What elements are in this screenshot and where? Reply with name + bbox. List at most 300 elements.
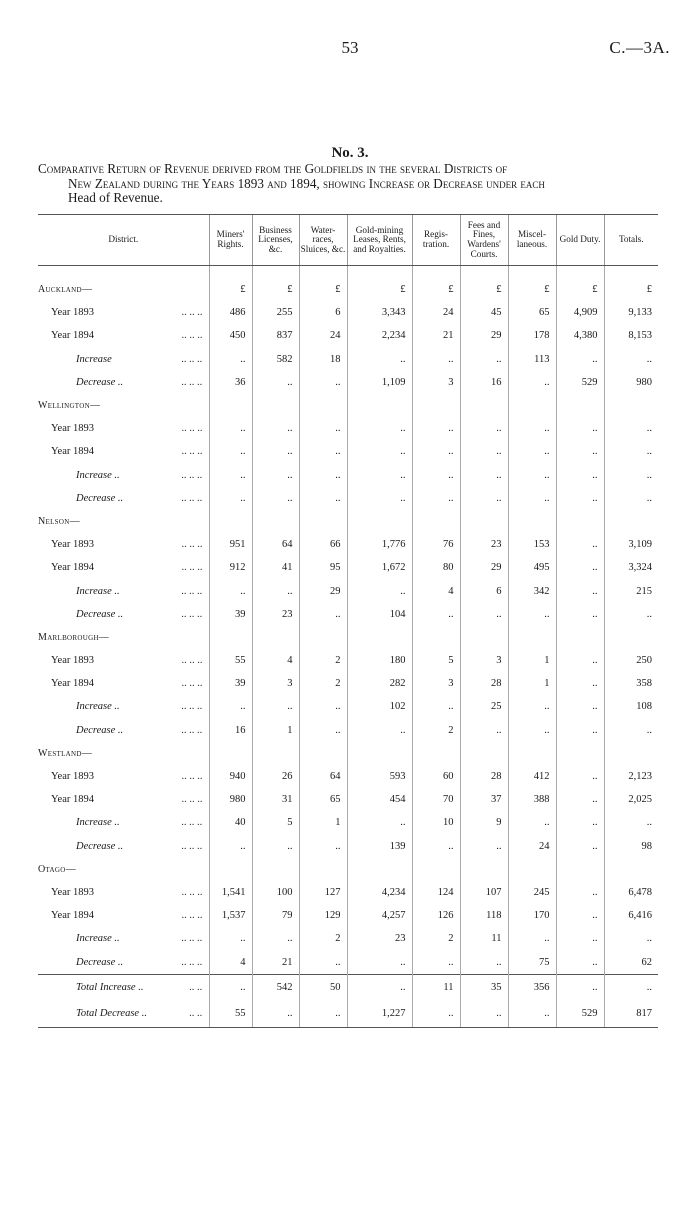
district-row: [38, 858, 658, 881]
table-cell: ..: [604, 440, 658, 463]
leader-dots: .. .. ..: [181, 353, 203, 365]
table-cell: ..: [604, 348, 658, 371]
table-cell: ..: [209, 417, 252, 440]
table-cell: 3,109: [604, 533, 658, 556]
table-cell: ..: [556, 348, 604, 371]
table-row: [38, 719, 658, 742]
row-label-text: Decrease ..: [76, 376, 124, 388]
caption-line-2: New Zealand during the Years 1893 and 1894, showing Increase or Decrease under each: [68, 175, 545, 191]
table-cell: ..: [412, 464, 460, 487]
table-row: [38, 371, 658, 394]
table-cell: [412, 510, 460, 533]
table-cell: 4,234: [347, 881, 412, 904]
table-cell: [604, 510, 658, 533]
table-cell: ..: [299, 1001, 347, 1028]
table-cell: 29: [460, 556, 508, 579]
row-label-text: Increase ..: [76, 701, 120, 713]
leader-dots: .. .. ..: [181, 724, 203, 736]
row-label-text: Decrease ..: [76, 840, 124, 852]
table-cell: ..: [412, 603, 460, 626]
table-cell: 2: [299, 649, 347, 672]
table-cell: [299, 626, 347, 649]
table-cell: ..: [556, 695, 604, 718]
table-cell: [460, 626, 508, 649]
currency-symbol: £: [209, 278, 252, 301]
table-cell: [460, 742, 508, 765]
leader-dots: .. ..: [189, 982, 203, 994]
table-cell: ..: [209, 348, 252, 371]
leader-dots: .. .. ..: [181, 886, 203, 898]
table-cell: ..: [347, 464, 412, 487]
col-header-gold-duty: Gold Duty.: [556, 215, 604, 266]
col-header-registration: Regis-tration.: [412, 215, 460, 266]
table-cell: 837: [252, 324, 299, 347]
table-cell: ..: [412, 417, 460, 440]
col-header-water-races: Water-races, Sluices, &c.: [299, 215, 347, 266]
leader-dots: .. .. ..: [181, 701, 203, 713]
table-cell: ..: [412, 835, 460, 858]
table-cell: 9,133: [604, 301, 658, 324]
col-header-miscellaneous: Miscel-laneous.: [508, 215, 556, 266]
table-cell: 129: [299, 904, 347, 927]
table-cell: ..: [604, 927, 658, 950]
table-cell: 3,343: [347, 301, 412, 324]
table-cell: ..: [556, 811, 604, 834]
table-row: [38, 950, 658, 974]
table-cell: ..: [604, 417, 658, 440]
table-cell: ..: [508, 811, 556, 834]
table-cell: 3: [460, 649, 508, 672]
table-cell: 358: [604, 672, 658, 695]
table-cell: 529: [556, 1001, 604, 1028]
row-label-text: Decrease ..: [76, 608, 124, 620]
table-cell: 23: [460, 533, 508, 556]
table-cell: 118: [460, 904, 508, 927]
spacer-cell: [604, 266, 658, 279]
table-cell: [508, 742, 556, 765]
table-cell: [556, 394, 604, 417]
table-cell: [299, 394, 347, 417]
spacer-row: [38, 266, 658, 279]
table-cell: 55: [209, 649, 252, 672]
table-cell: 29: [460, 324, 508, 347]
table-row: [38, 417, 658, 440]
table-cell: 64: [299, 765, 347, 788]
table-cell: 356: [508, 974, 556, 1001]
table-cell: ..: [252, 487, 299, 510]
table-cell: ..: [347, 579, 412, 602]
table-cell: ..: [299, 440, 347, 463]
table-cell: 2: [412, 719, 460, 742]
district-row: [38, 626, 658, 649]
table-cell: 80: [412, 556, 460, 579]
table-cell: 342: [508, 579, 556, 602]
table-cell: 817: [604, 1001, 658, 1028]
table-row: [38, 603, 658, 626]
table-cell: ..: [508, 487, 556, 510]
table-cell: 245: [508, 881, 556, 904]
table-cell: [604, 394, 658, 417]
table-cell: 180: [347, 649, 412, 672]
row-label: [38, 301, 209, 324]
table-cell: 388: [508, 788, 556, 811]
table-cell: 62: [604, 950, 658, 974]
row-label: [38, 1001, 209, 1028]
table-cell: ..: [252, 440, 299, 463]
table-cell: ..: [604, 974, 658, 1001]
district-row: [38, 278, 658, 301]
table-cell: ..: [209, 440, 252, 463]
table-cell: ..: [299, 417, 347, 440]
row-label: [38, 440, 209, 463]
table-row: [38, 835, 658, 858]
table-cell: [209, 858, 252, 881]
table-cell: [460, 510, 508, 533]
table-cell: ..: [460, 950, 508, 974]
leader-dots: .. .. ..: [181, 585, 203, 597]
table-cell: ..: [252, 695, 299, 718]
row-label: [38, 672, 209, 695]
table-cell: 104: [347, 603, 412, 626]
table-cell: 40: [209, 811, 252, 834]
table-cell: 55: [209, 1001, 252, 1028]
table-cell: ..: [209, 974, 252, 1001]
table-cell: 76: [412, 533, 460, 556]
table-cell: 108: [604, 695, 658, 718]
table-cell: ..: [556, 649, 604, 672]
district-name: Otago—: [38, 863, 76, 875]
table-cell: ..: [299, 487, 347, 510]
table-cell: ..: [252, 371, 299, 394]
table-cell: ..: [508, 719, 556, 742]
table-cell: 29: [299, 579, 347, 602]
revenue-table: [38, 214, 658, 1028]
leader-dots: .. .. ..: [181, 655, 203, 667]
table-cell: 951: [209, 533, 252, 556]
table-cell: 2,234: [347, 324, 412, 347]
row-label-text: Increase ..: [76, 585, 120, 597]
table-cell: ..: [347, 417, 412, 440]
table-cell: 31: [252, 788, 299, 811]
table-cell: 21: [412, 324, 460, 347]
table-cell: 124: [412, 881, 460, 904]
table-cell: ..: [556, 835, 604, 858]
table-cell: 2: [299, 672, 347, 695]
table-cell: 35: [460, 974, 508, 1001]
table-cell: ..: [556, 487, 604, 510]
district-row: [38, 394, 658, 417]
table-cell: [209, 510, 252, 533]
spacer-cell: [209, 266, 252, 279]
table-cell: 102: [347, 695, 412, 718]
table-cell: 100: [252, 881, 299, 904]
table-cell: 593: [347, 765, 412, 788]
table-cell: ..: [299, 950, 347, 974]
table-cell: 113: [508, 348, 556, 371]
row-label-text: Year 1893: [51, 307, 94, 319]
table-cell: [556, 626, 604, 649]
table-cell: ..: [460, 487, 508, 510]
table-row: [38, 881, 658, 904]
table-cell: ..: [508, 464, 556, 487]
leader-dots: .. .. ..: [181, 539, 203, 551]
table-cell: 912: [209, 556, 252, 579]
table-cell: 153: [508, 533, 556, 556]
row-label: [38, 556, 209, 579]
currency-symbol: £: [299, 278, 347, 301]
table-cell: [460, 858, 508, 881]
table-cell: 6,478: [604, 881, 658, 904]
table-cell: [604, 626, 658, 649]
table-cell: 1,537: [209, 904, 252, 927]
table-row: [38, 672, 658, 695]
row-label-text: Increase ..: [76, 933, 120, 945]
table-cell: 28: [460, 672, 508, 695]
table-cell: [252, 858, 299, 881]
table-cell: [347, 626, 412, 649]
table-cell: 4,909: [556, 301, 604, 324]
table-cell: ..: [252, 579, 299, 602]
row-label: [38, 927, 209, 950]
district-name: Westland—: [38, 747, 93, 759]
table-cell: 3: [412, 672, 460, 695]
spacer-cell: [460, 266, 508, 279]
leader-dots: .. ..: [189, 1008, 203, 1020]
row-label-text: Increase ..: [76, 469, 120, 481]
table-row: [38, 788, 658, 811]
table-cell: 98: [604, 835, 658, 858]
table-row: [38, 811, 658, 834]
table-cell: ..: [556, 579, 604, 602]
table-cell: ..: [412, 1001, 460, 1028]
table-cell: ..: [252, 835, 299, 858]
row-label: [38, 487, 209, 510]
table-cell: ..: [412, 950, 460, 974]
table-cell: [412, 742, 460, 765]
leader-dots: .. .. ..: [181, 678, 203, 690]
table-cell: 2,025: [604, 788, 658, 811]
leader-dots: .. .. ..: [181, 562, 203, 574]
table-cell: 1: [508, 672, 556, 695]
table-number: No. 3.: [331, 145, 369, 161]
table-cell: ..: [412, 348, 460, 371]
table-cell: [460, 394, 508, 417]
table-row: [38, 649, 658, 672]
totals-row: [38, 974, 658, 1001]
table-cell: 4: [252, 649, 299, 672]
table-cell: 24: [508, 835, 556, 858]
table-cell: [508, 858, 556, 881]
table-cell: 126: [412, 904, 460, 927]
district-name: Nelson—: [38, 515, 80, 527]
table-cell: 1,541: [209, 881, 252, 904]
table-cell: 5: [412, 649, 460, 672]
table-cell: ..: [209, 927, 252, 950]
table-cell: 25: [460, 695, 508, 718]
row-label: [38, 348, 209, 371]
table-cell: ..: [460, 719, 508, 742]
table-cell: 6: [299, 301, 347, 324]
table-cell: [347, 742, 412, 765]
table-cell: [412, 394, 460, 417]
table-cell: ..: [209, 579, 252, 602]
row-label-text: Year 1893: [51, 771, 94, 783]
leader-dots: .. .. ..: [181, 794, 203, 806]
table-cell: 95: [299, 556, 347, 579]
table-cell: 542: [252, 974, 299, 1001]
row-label: [38, 835, 209, 858]
table-cell: 18: [299, 348, 347, 371]
row-label-text: Decrease ..: [76, 724, 124, 736]
spacer-cell: [299, 266, 347, 279]
table-cell: 1: [252, 719, 299, 742]
table-cell: 60: [412, 765, 460, 788]
table-cell: 75: [508, 950, 556, 974]
table-cell: ..: [460, 835, 508, 858]
row-label-text: Year 1893: [51, 886, 94, 898]
table-cell: 65: [299, 788, 347, 811]
row-label-text: Year 1894: [51, 446, 94, 458]
table-cell: [299, 742, 347, 765]
table-cell: ..: [460, 348, 508, 371]
currency-symbol: £: [556, 278, 604, 301]
spacer-cell: [252, 266, 299, 279]
table-cell: 529: [556, 371, 604, 394]
table-cell: ..: [556, 603, 604, 626]
table-cell: 4,380: [556, 324, 604, 347]
leader-dots: .. .. ..: [181, 307, 203, 319]
leader-dots: .. .. ..: [181, 446, 203, 458]
table-cell: 66: [299, 533, 347, 556]
table-cell: 139: [347, 835, 412, 858]
row-label: [38, 603, 209, 626]
table-cell: 11: [460, 927, 508, 950]
table-cell: [252, 510, 299, 533]
spacer-cell: [347, 266, 412, 279]
table-cell: ..: [252, 1001, 299, 1028]
table-cell: ..: [556, 672, 604, 695]
table-cell: 4: [209, 950, 252, 974]
leader-dots: .. .. ..: [181, 956, 203, 968]
table-cell: 1,227: [347, 1001, 412, 1028]
spacer-cell: [412, 266, 460, 279]
table-cell: ..: [604, 464, 658, 487]
table-cell: ..: [252, 927, 299, 950]
table-cell: ..: [209, 835, 252, 858]
row-label-text: Year 1894: [51, 678, 94, 690]
row-label-text: Year 1894: [51, 562, 94, 574]
table-cell: ..: [508, 603, 556, 626]
table-row: [38, 301, 658, 324]
leader-dots: .. .. ..: [181, 492, 203, 504]
table-cell: 107: [460, 881, 508, 904]
table-cell: 16: [209, 719, 252, 742]
table-cell: ..: [347, 719, 412, 742]
table-cell: ..: [508, 417, 556, 440]
table-cell: 23: [347, 927, 412, 950]
table-row: [38, 348, 658, 371]
table-cell: 3,324: [604, 556, 658, 579]
table-cell: ..: [209, 487, 252, 510]
row-label: [38, 881, 209, 904]
table-cell: 2: [412, 927, 460, 950]
row-label: [38, 811, 209, 834]
table-cell: [604, 858, 658, 881]
table-cell: 495: [508, 556, 556, 579]
table-cell: [252, 742, 299, 765]
table-cell: 36: [209, 371, 252, 394]
row-label-text: Year 1894: [51, 794, 94, 806]
table-cell: ..: [508, 440, 556, 463]
table-cell: 37: [460, 788, 508, 811]
table-cell: 10: [412, 811, 460, 834]
row-label-text: Total Decrease ..: [76, 1008, 147, 1020]
table-cell: ..: [604, 811, 658, 834]
table-cell: ..: [604, 719, 658, 742]
table-cell: ..: [604, 603, 658, 626]
row-label-text: Increase ..: [76, 817, 120, 829]
table-cell: [604, 742, 658, 765]
table-cell: ..: [556, 904, 604, 927]
table-cell: 24: [299, 324, 347, 347]
table-cell: ..: [556, 974, 604, 1001]
district-name: Auckland—: [38, 284, 93, 296]
table-row: [38, 533, 658, 556]
row-label: [38, 788, 209, 811]
table-cell: 6: [460, 579, 508, 602]
table-cell: ..: [460, 464, 508, 487]
table-row: [38, 904, 658, 927]
row-label-text: Year 1894: [51, 330, 94, 342]
table-cell: ..: [299, 835, 347, 858]
table-cell: 282: [347, 672, 412, 695]
table-cell: ..: [347, 348, 412, 371]
table-cell: ..: [604, 487, 658, 510]
leader-dots: .. .. ..: [181, 910, 203, 922]
table-cell: ..: [347, 950, 412, 974]
table-cell: 940: [209, 765, 252, 788]
table-cell: ..: [508, 1001, 556, 1028]
table-cell: ..: [556, 417, 604, 440]
col-header-business-licenses: Business Licenses, &c.: [252, 215, 299, 266]
table-cell: ..: [209, 464, 252, 487]
row-label-text: Decrease ..: [76, 492, 124, 504]
table-cell: ..: [347, 440, 412, 463]
table-cell: ..: [556, 927, 604, 950]
table-cell: [508, 626, 556, 649]
table-cell: ..: [412, 487, 460, 510]
table-cell: [556, 510, 604, 533]
table-row: [38, 464, 658, 487]
caption-line-3: Head of Revenue.: [68, 190, 163, 205]
row-label: [38, 324, 209, 347]
document-code: C.—3A.: [609, 38, 670, 57]
table-cell: 79: [252, 904, 299, 927]
table-cell: 28: [460, 765, 508, 788]
district-row: [38, 742, 658, 765]
table-cell: [209, 742, 252, 765]
table-cell: [508, 394, 556, 417]
row-label: [38, 579, 209, 602]
table-cell: 3: [412, 371, 460, 394]
currency-symbol: £: [252, 278, 299, 301]
spacer-cell: [508, 266, 556, 279]
currency-symbol: £: [508, 278, 556, 301]
table-cell: 8,153: [604, 324, 658, 347]
table-cell: [508, 510, 556, 533]
table-cell: [412, 626, 460, 649]
table-cell: ..: [347, 811, 412, 834]
